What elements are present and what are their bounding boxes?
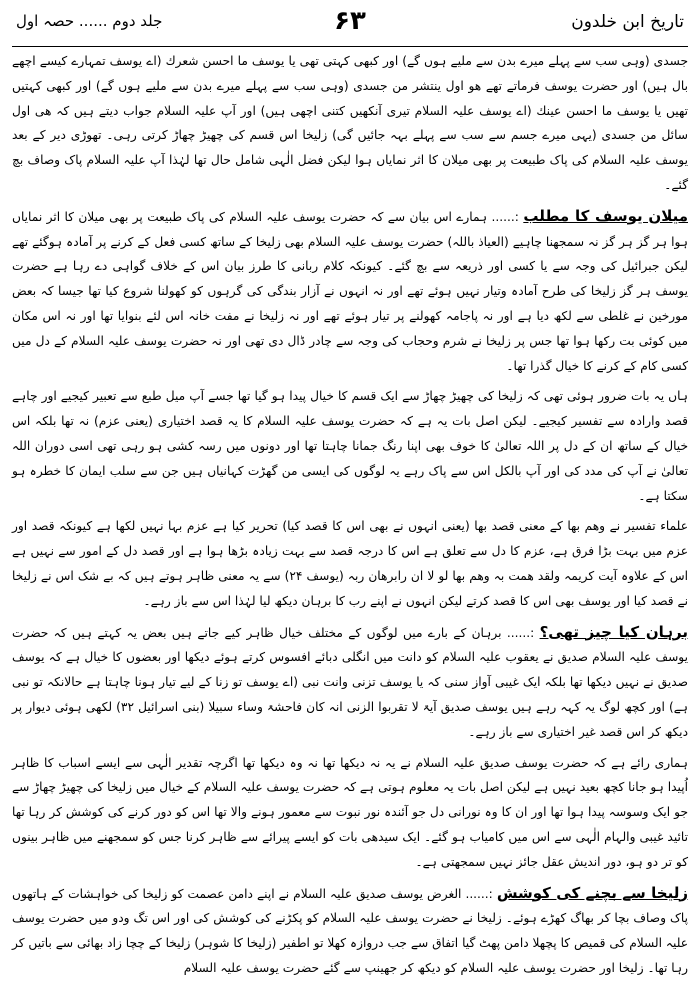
paragraph <box>12 49 688 198</box>
paragraph-text: ہماری رائے ہے کہ حضرت یوسف صدیق علیہ السلام نے یہ نہ دیکھا تھا نہ وہ دیکھا تھا اگرچہ تقدیر الٰہی سے ایسے اسباب کا ظاہر اُپیدا ہو جانا کچھ بعید نہیں ہے لیکن اصل بات یہ معلوم ہوتی ہے کہ حضرت یوسف علیہ السلام کے خیال میں زلیخا کی چھیڑ چھاڑ سے جو ایک وسوسہ پیدا ہوا تھا اور ان کا وہ نورانی دل جو آئندہ نور نبوت سے معمور ہونے والا تھا اس کو دور کرنے کی کوشش کر رہا تھا تائید غیبی والہام الٰہی سے اس میں کامیاب ہو گئے۔ ایک سیدھی بات کو ایسے پیرائے سے ظاہر کرنا جس کو سمجھنے میں ظاہر بینوں کو تر دو ہو، دور اندیش عقل جائز نہیں سمجھتی ہے۔ <box>12 755 688 869</box>
paragraph-text: ہاں یہ بات ضرور ہوئی تھی کہ زلیخا کی چھیڑ چھاڑ سے ایک قسم کا خیال پیدا ہو گیا تھا جسے آپ میل طبع سے تعبیر کیجیے اور چاہے قصد وارادہ سے تفسیر کیجیے۔ لیکن اصل بات یہ ہے کہ حضرت یوسف علیہ السلام کا یہ قصد اختیاری (یعنی عزم) نہ تھا بلکہ اس خیال کے ساتھ ان کے دل پر اللہ تعالیٰ کا خوف بھی اپنا رنگ جمانا چاہتا تھا اور دونوں میں رسہ کشی ہو رہی تھی اسی دوران اللہ تعالیٰ نے آپ کی مدد کی اور آپ بالکل اس سے پاک رہے یہ لوگوں کی ایسی من گھڑت کہانیاں ہیں جن سے سلب ایمان کا خطرہ ہو سکتا ہے۔ <box>12 389 688 503</box>
section-heading: برہان کیا چیز تھی؟ <box>539 622 689 641</box>
book-title: تاریخ ابن خلدون <box>571 12 684 32</box>
paragraph-text: :...... ہمارے اس بیان سے کہ حضرت یوسف علیہ السلام کی پاک طبیعت پر بھی میلان کا اثر نمایاں ہوا ہر گز ہر گز نہ سمجھنا چاہیے (العیاذ باللہ) حضرت یوسف علیہ السلام بھی زلیخا کے ساتھ کسی فعل کے کرنے پر آمادہ ہوگئے تھے لیکن جبرائیل کی وجہ سے یا کسی اور ذریعہ سے بچ گئے۔ کیونکہ کلام ربانی کا طرز بیان اس کے خلاف گواہی دے رہا ہے حضرت یوسف ہر گز زلیخا کی طرح آمادہ وتیار نہیں ہوئے تھے اور نہ انہوں نے آزار بندگی کی گرہوں کو کھولنا شروع کیا تھا جیسا کہ بعض مورخین نے غلطی سے لکھ دیا ہے اور نہ پاجامہ کھولنے پر تیار ہوئے تھے اور نہ زلیخا نے مفت خانہ اس لئے بنوایا تھا اور نہ اس مکان میں کوئی بت رکھا ہوا تھا جس پر زلیخا نے شرم وحجاب کی وجہ سے چادر ڈال دی تھی اور نہ حضرت یوسف علیہ السلام کے دل میں کسی کام کے کرنے کا خیال گذرا تھا۔ <box>12 209 688 373</box>
paragraph <box>12 620 688 745</box>
paragraph-text: :...... برہان کے بارے میں لوگوں کے مختلف خیال ظاہر کیے جاتے ہیں بعض یہ کہتے ہیں کہ حضرت یوسف علیہ السلام صدیق نے یعقوب علیہ السلام کو دانت میں انگلی دبائے افسوس کرتے ہوئے دیکھا اور بعضوں کا خیال ہے کہ یوسف صدیق نے نہیں دیکھا تھا بلکہ ایک غیبی آواز سنی کہ یا یوسف تزنی وانت نبی (اے یوسف تو زنا کے لیے تیار ہونا چاہتا ہے حالانکہ تو نبی ہے) اور کچھ لوگ یہ کہہ رہے ہیں یوسف صدیق آیۃ لا تقربوا الزنی انہ کان فاحشۃ وساء سبیلا (بنی اسرائیل ۳۲) لکھی ہوئی دیوار پر دیکھ کر اس قصد غیر اختیاری سے باز رہے۔ <box>12 625 688 739</box>
paragraph-text: علماء تفسیر نے وھم بھا کے معنی قصد بھا (یعنی انہوں نے بھی اس کا قصد کیا) تحریر کیا ہے عزم بہا نہیں لکھا ہے کیونکہ قصد اور عزم میں بہت بڑا فرق ہے، عزم کا دل سے تعلق ہے اس کا درجہ قصد سے بہت زیادہ بڑھا ہوا ہے اور قصد دل کے امور سے نہیں ہے اس کے علاوہ آیت کریمہ ولقد ھمت بہ وھم بھا لو لا ان رابرھان ربہ (یوسف ۲۴) سے یہ معنی ظاہر ہوتے ہیں کہ بے شک اس نے زلیخا نے قصد کیا اور یوسف بھی اس کا قصد کرتے لیکن انہوں نے اپنے رب کا برہان دیکھ لیا لہٰذا اس سے باز رہے۔ <box>12 519 688 608</box>
paragraph-text: جسدی (وہی سب سے پہلے میرے بدن سے ملیے ہوں گے) اور کبھی کہتی تھی یا یوسف ما احسن شعرك (اے یوسف تمہارے کیسے اچھے بال ہیں) اور حضرت یوسف فرماتے تھے ھو اول ینتشر من جسدی (وہی سب سے پہلے میرے بدن سے ملیے ہوں گے) اور کبھی کہتیں تھیں یا یوسف ما احسن عینك (اے یوسف علیہ السلام تیری آنکھیں کتنی اچھی ہیں) اور آپ علیہ السلام جواب دیتے ہیں کہ ھی اول سائل من جسدی (یہی میرے جسم سے سب سے پہلے بہہ جائیں گی) زلیخا اس قسم کی چھیڑ چھاڑ کرتی رہی۔ تھوڑی دیر کے بعد یوسف علیہ السلام کی پاک طبیعت پر بھی میلان کا اثر نمایاں ہوا لیکن فضل الٰہی شامل حال تھا لہٰذا آپ علیہ السلام پاک وصاف بچ گئے۔ <box>12 54 688 192</box>
paragraph <box>12 881 688 981</box>
paragraph <box>12 204 688 379</box>
header-rule <box>12 46 688 47</box>
page-number: ۶۳ <box>334 6 366 36</box>
page-body <box>12 49 688 981</box>
volume-info: جلد دوم ...... حصہ اول <box>16 12 163 30</box>
paragraph <box>12 514 688 613</box>
paragraph <box>12 751 688 875</box>
page-header <box>12 6 688 46</box>
paragraph-text: :...... الغرض یوسف صدیق علیہ السلام نے اپنے دامن عصمت کو زلیخا کی خواہشات کے ہاتھوں پاک وصاف بچا کر بھاگ کھڑے ہوئے۔ زلیخا نے حضرت یوسف علیہ السلام کو پکڑنے کی کوشش کی اور اس تگ ودو میں حضرت یوسف علیہ السلام کی قمیص کا پچھلا دامن پھٹ گیا اتفاق سے جب دروازہ کھلا تو اطفیر (زلیخا کا شوہر) زلیخا کے چچا زاد بھائی سے باتیں کر رہا تھا۔ زلیخا اور حضرت یوسف علیہ السلام کو دیکھ کر جھینپ سے گئے حضرت یوسف علیہ السلام <box>12 886 688 975</box>
paragraph <box>12 384 688 508</box>
section-heading: زلیخا سے بچنے کی کوشش <box>496 883 689 902</box>
section-heading: میلان یوسف کا مطلب <box>523 206 688 225</box>
